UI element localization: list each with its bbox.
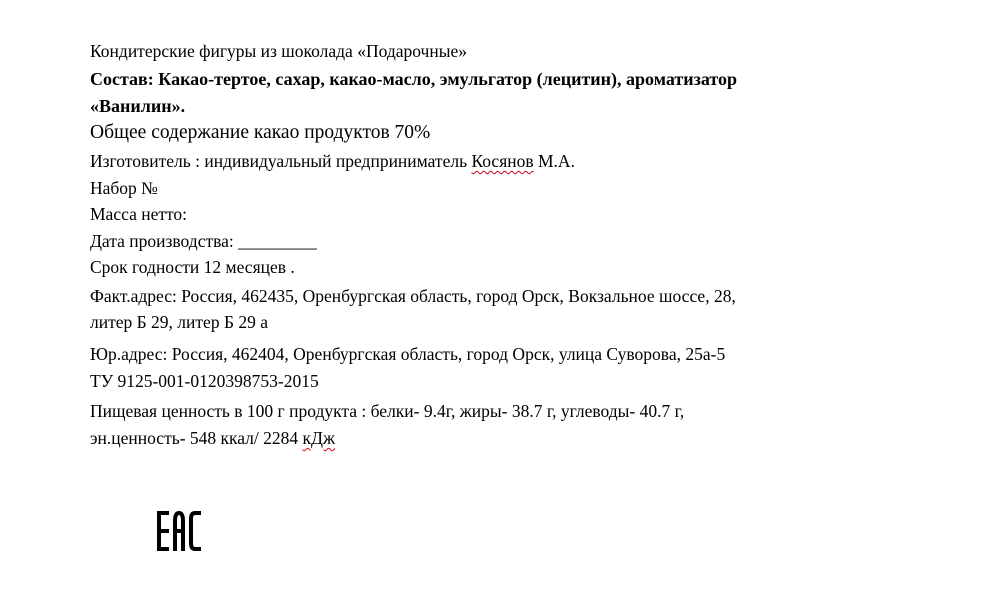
nutrition-energy: эн.ценность- 548 ккал/ 2284 xyxy=(90,428,303,448)
nutrition-line-1: Пищевая ценность в 100 г продукта : белки- 9.4г, жиры- 38.7 г, углеводы- 40.7 г, xyxy=(90,401,685,421)
production-date: Дата производства: _________ xyxy=(90,231,317,251)
manufacturer-line xyxy=(90,153,575,171)
composition-line-2: «Ванилин». xyxy=(90,96,186,116)
composition-line-1: Состав: Какао-тертое, сахар, какао-масло, эмульгатор (лецитин), ароматизатор xyxy=(90,69,737,89)
net-mass: Масса нетто: xyxy=(90,204,188,224)
manufacturer-prefix: Изготовитель : индивидуальный предприниматель xyxy=(90,151,472,171)
manufacturer-suffix: М.А. xyxy=(533,151,575,171)
product-title: Кондитерские фигуры из шоколада «Подарочные» xyxy=(90,41,467,61)
manufacturer-surname: Косянов xyxy=(471,151,534,171)
set-number: Набор № xyxy=(90,178,158,198)
tech-spec: ТУ 9125-001-0120398753-2015 xyxy=(90,371,319,391)
legal-address: Юр.адрес: Россия, 462404, Оренбургская область, город Орск, улица Суворова, 25а-5 xyxy=(90,344,726,364)
energy-unit: кДж xyxy=(302,428,336,448)
actual-address-line-2: литер Б 29, литер Б 29 а xyxy=(90,312,269,332)
actual-address-line-1: Факт.адрес: Россия, 462435, Оренбургская область, город Орск, Вокзальное шоссе, 28, xyxy=(90,286,736,306)
cocoa-content: Общее содержание какао продуктов 70% xyxy=(90,122,431,143)
nutrition-line-2 xyxy=(90,430,335,448)
eac-conformity-mark-icon xyxy=(157,511,201,551)
shelf-life: Срок годности 12 месяцев . xyxy=(90,257,295,277)
